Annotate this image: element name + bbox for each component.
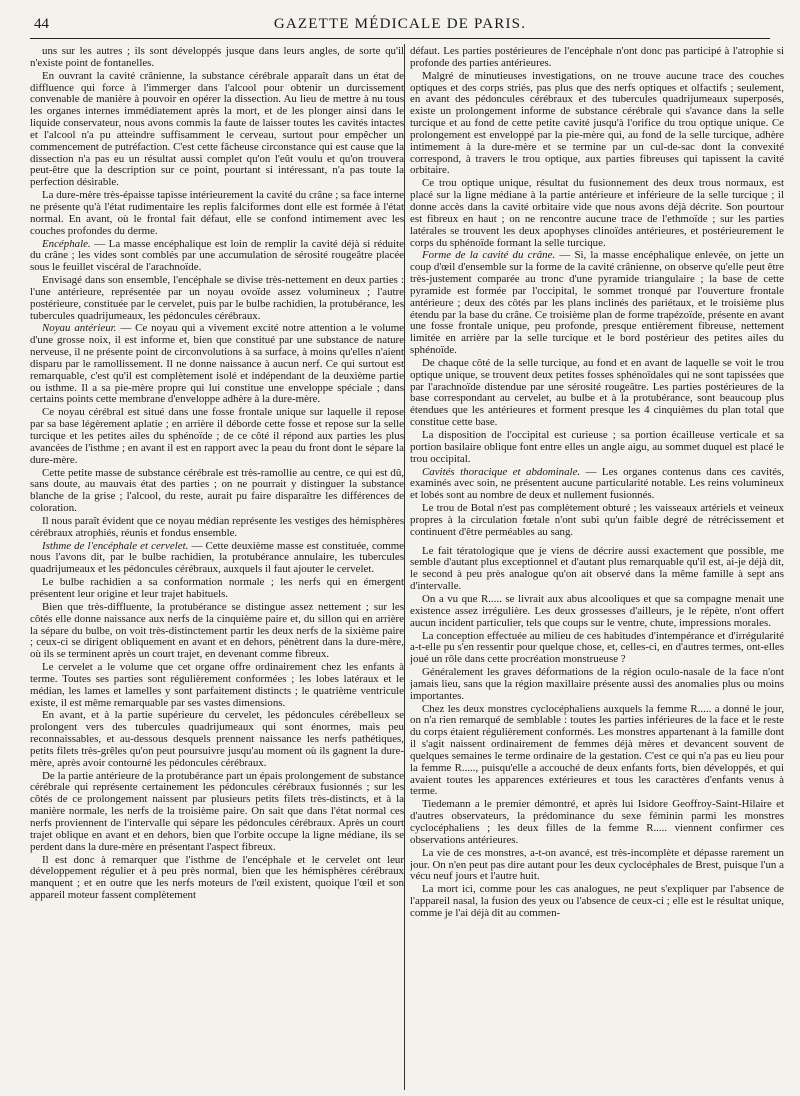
paragraph xyxy=(410,71,784,178)
paragraph-text: — Ce noyau qui a vivement excité notre attention a le volume d'une grosse noix, il est informe et, bien que constitué par une substance de nature nerveuse, il ne présente point de circonvolutions à sa surface, à moins qu'elles n'aient disparu par le ramollissement. Il ne donne naissance à aucun nerf. Ce qui surtout est remarquable, c'est qu'il est complètement isolé et indépendant de la deuxième partie ou isthme. Il a sa pie-mère propre qui lui constitue une enveloppe spéciale ; dans certains points cette membrane d'enveloppe adhère à la dure-mère. xyxy=(30,322,404,406)
paragraph xyxy=(410,848,784,884)
paragraph-text: Le fait tératologique que je viens de décrire aussi exactement que possible, me semble d'autant plus exceptionnel et d'autant plus remarquable qu'il est, ai-je déjà dit, le second à peu près analogue qu'on ait observé dans la même famille à sept ans d'intervalle. xyxy=(410,544,784,593)
paragraph xyxy=(30,710,404,769)
paragraph-text: De chaque côté de la selle turcique, au fond et en avant de laquelle se voit le trou optique unique, se trouvent deux petites fosses sphénoïdales qui ne sont tapissées que par l'arachnoïde distendue par une sérosité rougeâtre. Les parties postérieures de la base correspondant au cervelet, au bulbe et à la protubérance, sont beaucoup plus étendues que les antérieures et forment presque les 4 cinquièmes du plan total que constitue cette base. xyxy=(410,356,784,429)
paragraph xyxy=(410,467,784,503)
page-number: 44 xyxy=(34,16,49,32)
paragraph-text: Le trou de Botal n'est pas complètement obturé ; les vaisseaux artériels et veineux propres à la circulation fœtale n'ont subi qu'un faible degré de rétrécissement et continuent d'être perméables au sang. xyxy=(410,502,784,538)
section-heading: Cavités thoracique et abdominale. xyxy=(422,465,581,478)
paragraph xyxy=(30,541,404,577)
paragraph-text: De la partie antérieure de la protubérance part un épais prolongement de substance cérébrale qui représente certainement les pédoncules cérébraux fusionnés ; sur les côtés de ce prolongement naissent par plusieurs petits filets très-distincts, et à la manière normale, les nerfs de la troisième paire. On sait que dans l'état normal ces nerfs proviennent de l'intervalle qui sépare les pédoncules cérébraux. Après un court trajet oblique en avant et en dehors, bien que l'orbite occupe la ligne médiane, ils se perdent dans la dure-mère en présentant l'aspect fibreux. xyxy=(30,769,404,853)
paragraph xyxy=(30,771,404,854)
paragraph-text: Généralement les graves déformations de la région oculo-nasale de la face n'ont jamais lieu, sans que la région maxillaire présente aussi des anomalies plus ou moins importantes. xyxy=(410,666,784,702)
paragraph xyxy=(410,884,784,920)
paragraph xyxy=(410,631,784,667)
paragraph-text: — Les organes contenus dans ces cavités, examinés avec soin, ne présentent aucune particularité notable. Les reins volumineux et lobés sont au nombre de deux et nullement fusionnés. xyxy=(410,465,784,502)
left-column xyxy=(30,46,404,1086)
section-heading: Forme de la cavité du crâne. xyxy=(422,249,556,262)
page-header xyxy=(30,12,770,39)
paragraph xyxy=(410,250,784,357)
paragraph xyxy=(410,546,784,593)
paragraph xyxy=(410,594,784,630)
paragraph xyxy=(30,516,404,540)
paragraph xyxy=(30,577,404,601)
paragraph-text: Tiedemann a le premier démontré, et après lui Isidore Geoffroy-Saint-Hilaire et d'autres observateurs, la prédominance du sexe féminin parmi les monstres cyclocéphaliens ; les deux filles de la femme R..... viennent confirmer ces observations antérieures. xyxy=(410,798,784,846)
paragraph-text: — Cette deuxième masse est constituée, comme nous l'avons dit, par le bulbe rachidien, la protubérance annulaire, les tubercules quadrijumeaux et les pédoncules cérébraux, auxquels il faut ajouter le cervelet. xyxy=(30,539,404,576)
paragraph xyxy=(410,358,784,429)
paragraph xyxy=(410,799,784,846)
paragraph-text: En ouvrant la cavité crânienne, la substance cérébrale apparaît dans un état de diffluence qui force à l'immerger dans l'alcool pour obtenir un durcissement convenable de manière à pouvoir en opérer la dissection. Au lieu de mettre à nu tous les organes internes immédiatement après la mort, et de les plonger ainsi dans le liquide conservateur, nous avons commis la faute de laisser toutes les cavités intactes et l'alcool n'a pu atteindre suffisamment le cerveau, surtout pour empêcher un commencement de putréfaction. C'est cette fâcheuse circonstance qui est cause que la dissection n'a pas eu un résultat aussi complet qu'on l'eût voulu et qu'on trouvera peut-être que la description sur ce point, pourtant si intéressant, n'a pas toute la perfection désirable. xyxy=(30,69,404,189)
paragraph-text: — Si, la masse encéphalique enlevée, on jette un coup d'œil d'ensemble sur la forme de la cavité crânienne, on observe qu'elle peut être très-justement comparée au tronc d'une pyramide triangulaire ; la base de cette pyramide est formée par l'occipital, le sommet tronqué par l'ouverture frontale antérieure ; deux des côtés par les plans inclinés des pariétaux, et le troisième plus étendu par la base du crâne. Ce troisième plan de forme trapézoïde, présente en avant une fosse frontale unique, peu profonde, presque entièrement fibreuse, nettement limitée en arrière par la selle turcique et le bord postérieur des petites ailes du sphénoïde. xyxy=(410,249,784,357)
paragraph-text: Le bulbe rachidien a sa conformation normale ; les nerfs qui en émergent présentent leur origine et leur trajet habituels. xyxy=(30,576,404,600)
section-heading: Noyau antérieur. xyxy=(42,322,117,335)
paragraph-text: Ce trou optique unique, résultat du fusionnement des deux trous normaux, est placé sur la ligne médiane à la partie antérieure et inférieure de la selle turcique ; il donne accès dans la cavité orbitaire vide que nous avons déjà décrite. Son pourtour est fibreux en haut ; on ne rencontre aucune trace de l'ethmoïde ; sur les parties latérales se trouvent les deux apophyses clinoïdes antérieures, et postérieurement le corps du sphénoïde formant la selle turcique. xyxy=(410,177,784,249)
paragraph xyxy=(410,430,784,466)
paragraph xyxy=(30,407,404,466)
paragraph xyxy=(30,602,404,661)
paragraph xyxy=(30,71,404,189)
paragraph xyxy=(410,503,784,539)
paragraph-text: En avant, et à la partie supérieure du cervelet, les pédoncules cérébelleux se prolongent vers des tubercules quadrijumeaux qui sont énormes, mais peu reconnaissables, et au-dessous desquels prennent naissance les nerfs pathétiques, petits filets très-grêles qu'on peut poursuivre jusqu'au moment où ils gagnent la dure-mère, après avoir contourné les pédoncules cérébraux. xyxy=(30,709,404,769)
paragraph xyxy=(30,239,404,275)
paragraph-text: Chez les deux monstres cyclocéphaliens auxquels la femme R..... a donné le jour, on n'a rien remarqué de semblable : toutes les parties inférieures de la face et le reste du corps étaient régulièrement conformés. Les monstres appartenant à la famille dont il s'agit naissent ordinairement de femmes déjà mères et devancent souvent de quelques semaines le terme ordinaire de la gestation. C'est ce qui n'a pas eu lieu pour la femme R....., puisqu'elle a accouché de deux enfants forts, bien développés, et qui avaient toutes les apparences extérieures et tous les caractères d'enfants venus à terme. xyxy=(410,702,784,798)
paragraph-text: Bien que très-diffluente, la protubérance se distingue assez nettement ; sur les côtés elle donne naissance aux nerfs de la cinquième paire et, du sillon qui en arrière la sépare du bulbe, on voit très-distinctement partir les deux nerfs de la sixième paire ; ceux-ci se dirigent obliquement en avant et en dehors, pénètrent dans la dure-mère, où ils se terminent après un court trajet, en devenant comme fibreux. xyxy=(30,600,404,661)
paragraph-text: La disposition de l'occipital est curieuse ; sa portion écailleuse verticale et sa portion basilaire oblique font entre elles un angle aigu, au sommet duquel est placé le trou occipital. xyxy=(410,429,784,465)
paragraph-text: La vie de ces monstres, a-t-on avancé, est très-incomplète et dépasse rarement un jour. On n'en peut pas dire autant pour les deux cyclocéphales de Brest, puisque l'un a vécu neuf jours et l'autre huit. xyxy=(410,846,784,883)
paragraph-text: — La masse encéphalique est loin de remplir la cavité déjà si réduite du crâne ; les vides sont comblés par une accumulation de sérosité rougeâtre placée sous le feuillet viscéral de l'arachnoïde. xyxy=(30,237,404,274)
paragraph-text: défaut. Les parties postérieures de l'encéphale n'ont donc pas participé à l'atrophie si profonde des parties antérieures. xyxy=(410,46,784,69)
paragraph-text: La conception effectuée au milieu de ces habitudes d'intempérance et d'irrégularité a-t-elle pu s'en ressentir pour quelque chose, et, celles-ci, en d'autres termes, ont-elles joué un rôle dans cette procréation monstrueuse ? xyxy=(410,629,784,666)
paragraph-text: Ce noyau cérébral est situé dans une fosse frontale unique sur laquelle il repose par sa base légèrement aplatie ; en arrière il déborde cette fosse et repose sur la selle turcique et les petites ailes du sphénoïde ; de ce côté il répond aux parties les plus avancées de l'isthme ; en avant il est en rapport avec la peau du front dont le sépare la dure-mère. xyxy=(30,406,404,466)
paragraph-text: Le cervelet a le volume que cet organe offre ordinairement chez les enfants à terme. Toutes ses parties sont régulièrement conformées ; les lobes latéraux et le médian, les lames et lamelles y sont parfaitement distincts ; le quatrième ventricule existe, il est même remarquable par ses vastes dimensions. xyxy=(30,661,404,709)
journal-title: GAZETTE MÉDICALE DE PARIS. xyxy=(273,16,527,32)
paragraph-text: uns sur les autres ; ils sont développés jusque dans leurs angles, de sorte qu'il n'existe point de fontanelles. xyxy=(30,46,404,69)
right-column xyxy=(410,46,784,1086)
column-divider xyxy=(404,44,405,1090)
paragraph-text: La dure-mère très-épaisse tapisse intérieurement la cavité du crâne ; sa face interne ne présente qu'à l'état rudimentaire les replis falciformes dont elle est formée à l'état normal. En avant, où le frontal fait défaut, elle se confond intimement avec les couches profondes du derme. xyxy=(30,189,404,237)
paragraph xyxy=(30,275,404,322)
section-heading: Encéphale. xyxy=(42,237,91,250)
paragraph xyxy=(30,468,404,515)
paragraph xyxy=(30,662,404,709)
paragraph xyxy=(410,667,784,703)
paragraph xyxy=(410,704,784,799)
paragraph-text: Envisagé dans son ensemble, l'encéphale se divise très-nettement en deux parties : l'une antérieure, représentée par un noyau ovoïde assez volumineux ; l'autre postérieure, constituée par le cervelet, puis par le bulbe rachidien, la protubérance, les tubercules quadrijumeaux, les pédoncules cérébraux. xyxy=(30,274,404,322)
paragraph-text: Malgré de minutieuses investigations, on ne trouve aucune trace des couches optiques et des corps striés, pas plus que des nerfs optiques et olfactifs ; seulement, en avant des pédoncules cérébraux et des tubercules quadrijumeaux superposés, existe un prolongement informe de substance cérébrale qui s'avance dans la selle turcique et au fond de cette petite cavité jusqu'à l'orifice du trou optique unique. Ce prolongement est enveloppé par la pie-mère qui, au fond de la selle turcique, adhère intimement à la dure-mère et se termine par un cul-de-sac dont la convexité correspond, à travers le trou optique, aux parties fibreuses qui tapissent la cavité orbitaire. xyxy=(410,69,784,177)
paragraph xyxy=(30,855,404,902)
paragraph xyxy=(30,323,404,406)
paragraph xyxy=(410,46,784,70)
paragraph xyxy=(30,190,404,237)
paragraph xyxy=(30,46,404,70)
paragraph xyxy=(410,178,784,249)
paragraph-text: Il nous paraît évident que ce noyau médian représente les vestiges des hémisphères cérébraux atrophiés, réunis et fondus ensemble. xyxy=(30,514,404,539)
paragraph-text: Cette petite masse de substance cérébrale est très-ramollie au centre, ce qui est dû, sans doute, au mauvais état des parties ; on ne pourrait y distinguer la substance blanche de la grise ; l'alcool, du reste, aurait pu faire disparaître les différences de coloration. xyxy=(30,466,404,515)
paragraph-text: Il est donc à remarquer que l'isthme de l'encéphale et le cervelet ont leur développement régulier et à peu près normal, bien que les hémisphères cérébraux manquent ; et en outre que les nerfs moteurs de l'œil existent, quoique l'œil et son appareil moteur fassent complètement xyxy=(30,853,404,902)
paragraph-text: La mort ici, comme pour les cas analogues, ne peut s'expliquer par l'absence de l'appareil nasal, la fusion des yeux ou l'absence de ceux-ci ; elle est le résultat unique, comme je l'ai déjà dit au commen- xyxy=(410,883,784,919)
paragraph-text: On a vu que R..... se livrait aux abus alcooliques et que sa compagne menait une existence assez irrégulière. Les deux grossesses d'ailleurs, je le répète, n'ont offert aucun incident particulier, tels que coups sur le ventre, chute, impressions morales. xyxy=(410,592,784,629)
section-heading: Isthme de l'encéphale et cervelet. xyxy=(42,539,189,552)
